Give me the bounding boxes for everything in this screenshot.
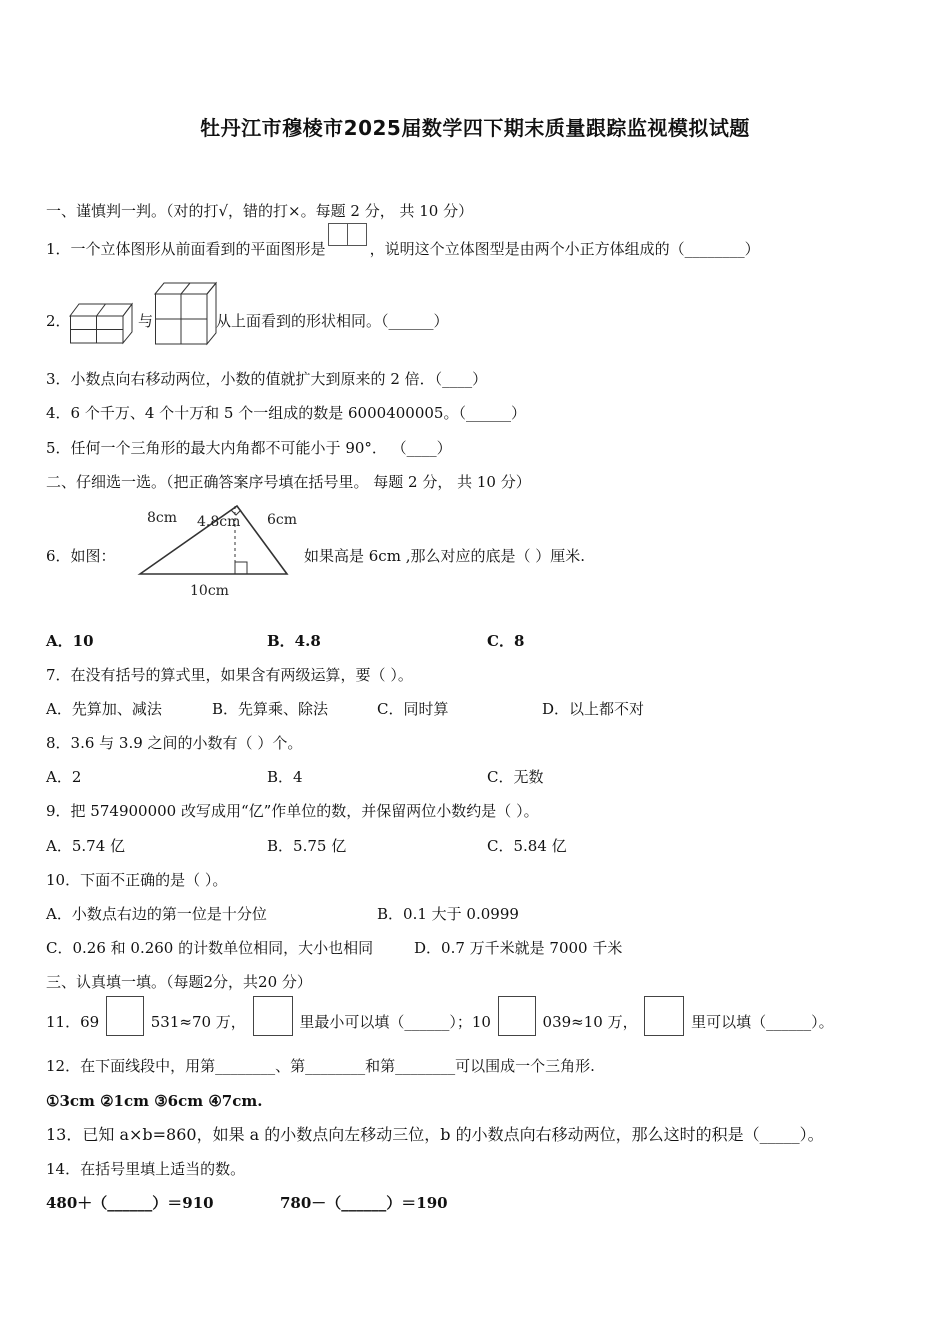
q11-blank-box-4[interactable]: [644, 996, 684, 1036]
question-10: 10．下面不正确的是（ ）。: [46, 871, 228, 889]
question-11: [46, 1010, 834, 1036]
q6-option-c: C．8: [487, 632, 525, 650]
question-1: [46, 239, 760, 259]
question-13: 13．已知 a×b=860，如果 a 的小数点向左移动三位，b 的小数点向右移动两位，那么这时的积是（_____）。: [46, 1125, 824, 1144]
q9-option-c: C．5.84 亿: [487, 837, 567, 855]
q10-option-d: D．0.7 万千米就是 7000 千米: [414, 939, 623, 957]
q10-option-b: B．0.1 大于 0.0999: [377, 905, 519, 923]
question-2-text: 从上面看到的形状相同。（______）: [216, 312, 449, 330]
question-6-number: 6．如图：: [46, 547, 116, 565]
two-square-figure: [328, 223, 368, 252]
q8-option-c: C．无数: [487, 768, 544, 786]
question-1-text-b: ，说明这个立体图型是由两个小正方体组成的（________）: [369, 240, 760, 258]
question-14: 14．在括号里填上适当的数。: [46, 1160, 246, 1178]
q11-blank-box-2[interactable]: [253, 996, 293, 1036]
question-1-number: 1．: [46, 240, 71, 258]
question-2-number: 2．: [46, 312, 71, 330]
question-1-text-a: 一个立体图形从前面看到的平面图形是: [70, 240, 326, 258]
section-2-heading: 二、仔细选一选。（把正确答案序号填在括号里。 每题 2 分， 共 10 分）: [46, 473, 531, 491]
q7-option-b: B．先算乘、除法: [212, 700, 329, 718]
q9-option-b: B．5.75 亿: [267, 837, 347, 855]
question-5: 5．任何一个三角形的最大内角都不可能小于 90°． （____）: [46, 439, 452, 457]
question-14-equation-1: 480＋（______）＝910: [46, 1194, 214, 1212]
page-title: 牡丹江市穆棱市2025届数学四下期末质量跟踪监视模拟试题: [200, 116, 750, 140]
question-8: 8．3.6 与 3.9 之间的小数有（ ）个。: [46, 734, 303, 752]
question-9: 9．把 574900000 改写成用“亿”作单位的数，并保留两位小数约是（ ）。: [46, 802, 539, 820]
question-14-equation-2: 780－（______）＝190: [280, 1194, 448, 1212]
q8-option-a: A．2: [46, 768, 82, 786]
q7-option-a: A．先算加、减法: [46, 700, 162, 718]
q7-option-c: C．同时算: [377, 700, 449, 718]
q11-part-2: 531≈70 万，: [150, 1013, 246, 1031]
q11-part-4: 039≈10 万，: [542, 1013, 638, 1031]
q11-blank-box-3[interactable]: [498, 996, 536, 1036]
question-3: 3．小数点向右移动两位，小数的值就扩大到原来的 2 倍．（____）: [46, 370, 488, 388]
question-6-text: 如果高是 6cm ,那么对应的底是（ ）厘米.: [304, 547, 586, 565]
question-4: 4．6 个千万、4 个十万和 5 个一组成的数是 6000400005。（______）: [46, 404, 526, 422]
q6-option-a: A．10: [46, 632, 94, 650]
question-7: 7．在没有括号的算式里，如果含有两级运算，要（ ）。: [46, 666, 413, 684]
q10-option-c: C．0.26 和 0.260 的计数单位相同，大小也相同: [46, 939, 374, 957]
triangle-label-height: 4.8cm: [197, 514, 241, 530]
section-1-heading: 一、谨慎判一判。（对的打√，错的打×。每题 2 分， 共 10 分）: [46, 202, 474, 220]
q11-part-3: 里最小可以填（______）；10: [299, 1013, 491, 1031]
triangle-label-right: 6cm: [267, 512, 298, 528]
question-12: 12．在下面线段中，用第________、第________和第________可以围成一个三角形.: [46, 1057, 595, 1075]
q11-part-1: 11．69: [46, 1013, 100, 1031]
triangle-label-base: 10cm: [190, 583, 229, 599]
q7-option-d: D．以上都不对: [542, 700, 645, 718]
q11-part-5: 里可以填（______）。: [691, 1013, 834, 1031]
section-3-heading: 三、认真填一填。（每题2分，共20 分）: [46, 973, 312, 991]
triangle-figure: [135, 500, 305, 600]
question-2-and: 与: [138, 312, 154, 330]
q11-blank-box-1[interactable]: [106, 996, 144, 1036]
cube-figure-tall: [155, 283, 217, 345]
cube-figure-horizontal: [70, 298, 132, 344]
triangle-label-left: 8cm: [147, 510, 178, 526]
q6-option-b: B．4.8: [267, 632, 321, 650]
q10-option-a: A．小数点右边的第一位是十分位: [46, 905, 267, 923]
q9-option-a: A．5.74 亿: [46, 837, 125, 855]
q8-option-b: B．4: [267, 768, 303, 786]
question-12-items: ①3cm ②1cm ③6cm ④7cm.: [46, 1092, 263, 1110]
